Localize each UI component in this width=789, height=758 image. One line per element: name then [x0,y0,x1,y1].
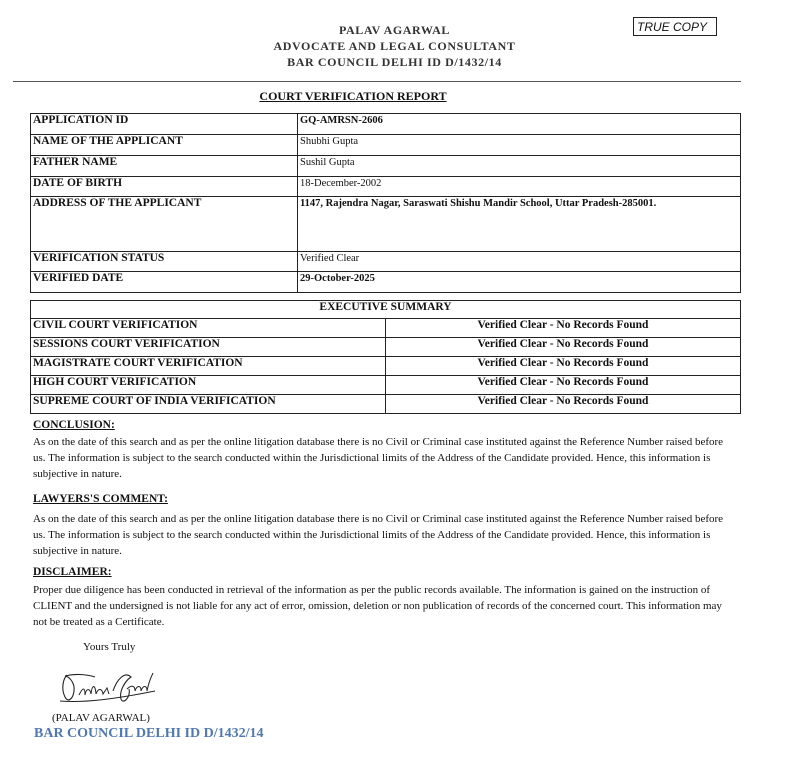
row-label: VERIFICATION STATUS [31,252,298,272]
conclusion-heading: CONCLUSION: [33,419,115,431]
closing-text: Yours Truly [83,641,136,653]
row-value: Shubhi Gupta [298,135,741,156]
report-title: COURT VERIFICATION REPORT [259,89,447,103]
signatory-bar-id: BAR COUNCIL DELHI ID D/1432/14 [34,726,264,741]
header-divider [13,81,741,82]
table-row [31,156,741,177]
row-value: GQ-AMRSN-2606 [298,114,741,135]
row-value: Verified Clear - No Records Found [386,376,741,395]
table-row [31,357,741,376]
advocate-designation: ADVOCATE AND LEGAL CONSULTANT [273,39,516,53]
row-value: Verified Clear - No Records Found [386,395,741,414]
row-label: ADDRESS OF THE APPLICANT [31,197,298,252]
row-value: Verified Clear - No Records Found [386,357,741,376]
executive-summary-title: EXECUTIVE SUMMARY [31,301,741,319]
true-copy-stamp: TRUE COPY [633,17,717,36]
row-label: HIGH COURT VERIFICATION [31,376,386,395]
row-value: Verified Clear - No Records Found [386,338,741,357]
row-value: 29-October-2025 [298,272,741,293]
row-label: APPLICATION ID [31,114,298,135]
row-label: CIVIL COURT VERIFICATION [31,319,386,338]
row-label: SESSIONS COURT VERIFICATION [31,338,386,357]
table-row [31,338,741,357]
disclaimer-text: Proper due diligence has been conducted in retrieval of the information as per the public records available. The information is gained on the instruction of CLIENT and the undersigned is not liable for any act of error, omission, deletion or non publication of records of the concerned court. This information may not be treated as a Certificate. [33,584,722,628]
table-row [31,272,741,293]
row-value: 18-December-2002 [298,177,741,197]
table-row [31,376,741,395]
table-row [31,114,741,135]
row-label: MAGISTRATE COURT VERIFICATION [31,357,386,376]
signature-image [55,661,160,707]
table-row [31,177,741,197]
lawyers-comment-text: As on the date of this search and as per the online litigation database there is no Civil or Criminal case instituted against the Reference Number raised before us. The information is subject to the search conducted within the Jurisdictional limits of the Address of the Candidate provided. Hence, this information is subjective in nature. [33,513,724,557]
advocate-bar-id: BAR COUNCIL DELHI ID D/1432/14 [287,55,502,69]
lawyers-comment-heading: LAWYERS'S COMMENT: [33,493,168,505]
advocate-name: PALAV AGARWAL [338,23,451,37]
row-value: Verified Clear [298,252,741,272]
summary-header-row [31,301,741,319]
conclusion-text: As on the date of this search and as per the online litigation database there is no Civil or Criminal case instituted against the Reference Number raised before us. The information is subject to the search conducted within the Jurisdictional limits of the Address of the Candidate provided. Hence, this information is subjective in nature. [33,436,724,480]
disclaimer-heading: DISCLAIMER: [33,566,112,578]
table-row [31,395,741,414]
applicant-details-table [30,113,741,293]
table-row [31,319,741,338]
row-label: SUPREME COURT OF INDIA VERIFICATION [31,395,386,414]
executive-summary-table [30,300,741,414]
table-row [31,252,741,272]
table-row [31,197,741,252]
signatory-name: (PALAV AGARWAL) [52,712,150,724]
row-label: FATHER NAME [31,156,298,177]
table-row [31,135,741,156]
row-label: NAME OF THE APPLICANT [31,135,298,156]
row-label: VERIFIED DATE [31,272,298,293]
row-value: 1147, Rajendra Nagar, Saraswati Shishu Mandir School, Uttar Pradesh-285001. [298,197,741,252]
row-value: Verified Clear - No Records Found [386,319,741,338]
row-value: Sushil Gupta [298,156,741,177]
row-label: DATE OF BIRTH [31,177,298,197]
